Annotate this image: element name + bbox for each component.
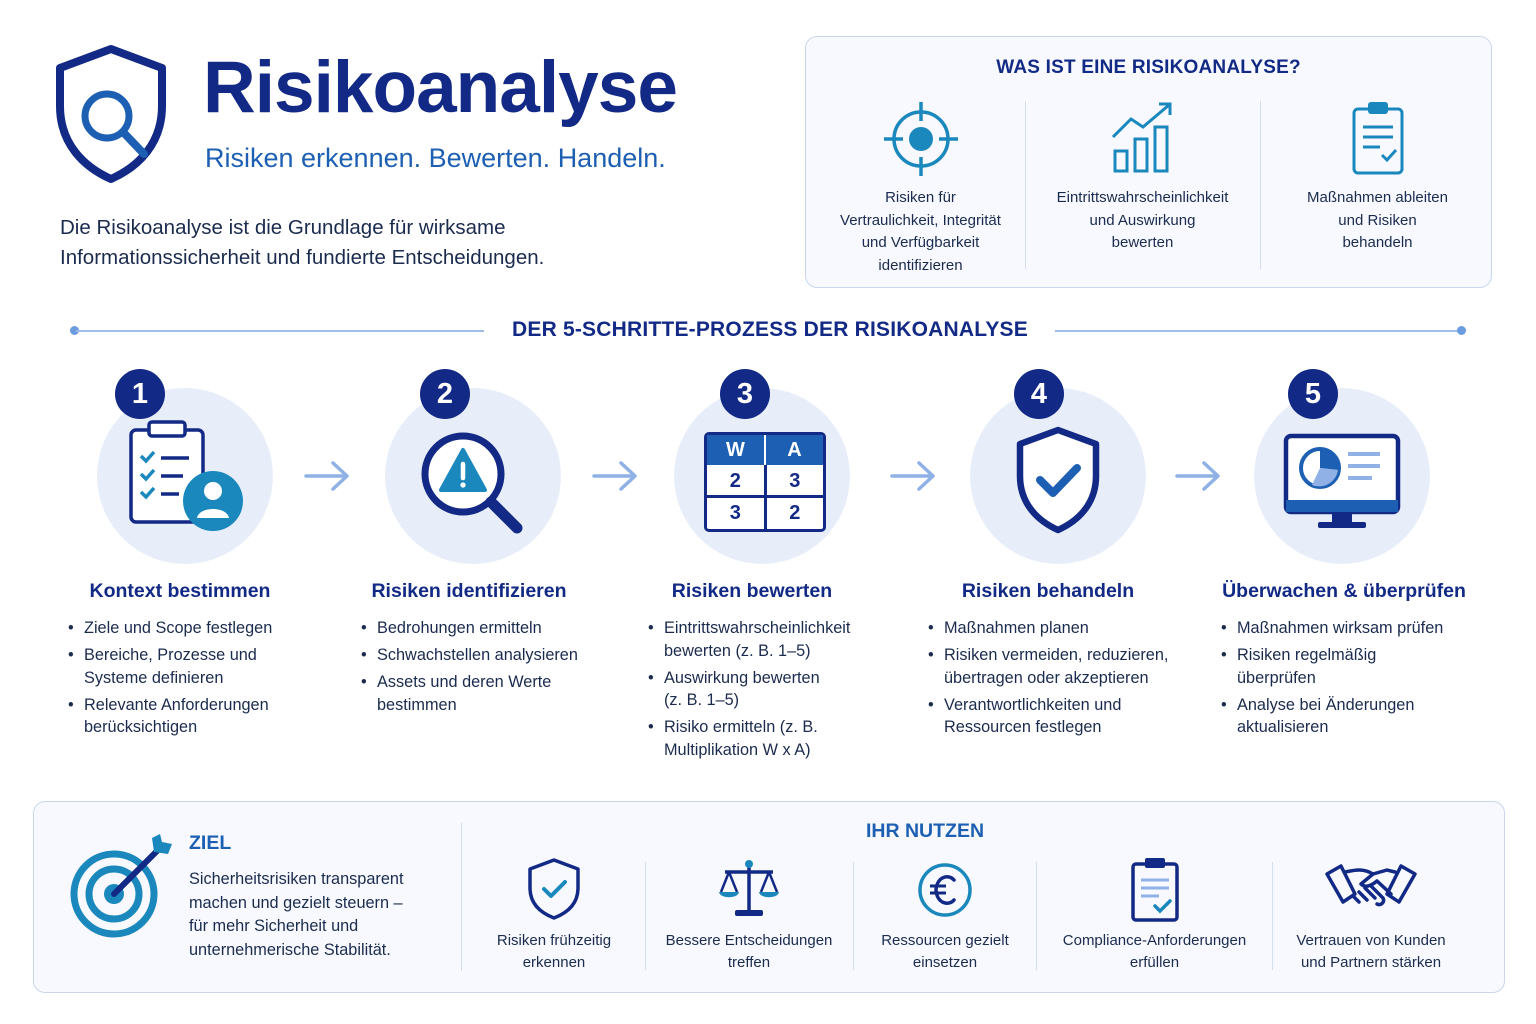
- what-is-panel: [805, 36, 1492, 288]
- list-item: • Auswirkung bewerten (z. B. 1–5): [648, 667, 888, 712]
- step-bullets: [68, 617, 308, 743]
- benefit-item: [646, 852, 852, 982]
- what-is-item: [806, 97, 1035, 274]
- benefit-item: [1273, 852, 1469, 982]
- what-is-item: [1028, 97, 1257, 269]
- list-item: • Maßnahmen wirksam prüfen: [1221, 617, 1481, 640]
- step-number: 1: [115, 369, 165, 419]
- clipboard-check-icon: [1125, 856, 1185, 922]
- step-title: Risiken behandeln: [961, 580, 1135, 602]
- matrix-cell: 2: [707, 465, 767, 495]
- decor-dot: [1457, 326, 1466, 335]
- step-title: Risiken bewerten: [671, 580, 833, 602]
- risk-matrix-icon: [704, 432, 826, 532]
- what-is-text: Risiken für Vertraulichkeit, Integrität und Verfügbarkeit identifizieren: [840, 189, 1001, 274]
- benefit-item: [1037, 852, 1272, 982]
- what-is-text: Maßnahmen ableiten und Risiken behandeln: [1307, 189, 1448, 251]
- benefit-item: [462, 852, 646, 982]
- intro-text: [60, 213, 700, 273]
- goal-text: Sicherheitsrisiken transparent machen und gezielt steuern – für mehr Sicherheit und unternehmerische Stabilität.: [189, 870, 404, 960]
- list-item: • Schwachstellen analysieren: [361, 644, 611, 667]
- benefit-text: Risiken frühzeitig erkennen: [496, 932, 612, 971]
- list-item: • Eintrittswahrscheinlichkeit bewerten (z. B. 1–5): [648, 617, 888, 662]
- bar-chart-rising-icon: [1103, 99, 1183, 179]
- list-item: • Assets und deren Werte bestimmen: [361, 671, 611, 716]
- matrix-cell: 3: [707, 498, 767, 529]
- divider: [1025, 101, 1026, 269]
- matrix-cell: 2: [789, 502, 801, 524]
- handshake-icon: [1325, 856, 1417, 920]
- page-subtitle: Risiken erkennen. Bewerten. Handeln.: [205, 143, 666, 173]
- list-item: • Risiken regelmäßig überprüfen: [1221, 644, 1481, 689]
- goal-title: ZIEL: [189, 832, 232, 854]
- intro-line: Informationssicherheit und fundierte Entscheidungen.: [60, 246, 545, 269]
- page-title: Risikoanalyse: [203, 47, 677, 128]
- benefit-text: Ressourcen gezielt einsetzen: [881, 932, 1009, 971]
- list-item: • Bedrohungen ermitteln: [361, 617, 611, 640]
- list-item: • Verantwortlichkeiten und Ressourcen festlegen: [928, 694, 1198, 739]
- shield-check-icon: [524, 856, 584, 920]
- list-item: • Maßnahmen planen: [928, 617, 1198, 640]
- divider: [1260, 101, 1261, 269]
- arrow-right-icon: [889, 458, 937, 494]
- target-crosshair-icon: [881, 99, 961, 179]
- shield-magnifier-icon: [52, 44, 170, 184]
- divider-line: [76, 330, 484, 332]
- list-item: • Bereiche, Prozesse und Systeme definieren: [68, 644, 308, 689]
- step-title: Überwachen & überprüfen: [1222, 580, 1466, 602]
- step-number: 4: [1014, 369, 1064, 419]
- matrix-header: A: [787, 439, 802, 461]
- what-is-text: Eintrittswahrscheinlichkeit und Auswirkung bewerten: [1056, 189, 1229, 251]
- step-title: Kontext bestimmen: [89, 580, 271, 602]
- target-arrow-icon: [68, 834, 178, 938]
- monitor-dashboard-icon: [1282, 418, 1402, 536]
- magnifier-warning-icon: [415, 418, 535, 536]
- benefit-text: Vertrauen von Kunden und Partnern stärken: [1296, 932, 1446, 971]
- what-is-title: WAS IST EINE RISIKOANALYSE?: [996, 57, 1301, 78]
- shield-check-icon: [998, 418, 1118, 536]
- list-item: • Risiko ermitteln (z. B. Multiplikation W x A): [648, 716, 888, 761]
- logo: [52, 44, 170, 189]
- step-title: Risiken identifizieren: [371, 580, 567, 602]
- benefit-text: Bessere Entscheidungen treffen: [665, 932, 833, 971]
- benefit-text: Compliance-Anforderungen erfüllen: [1062, 932, 1247, 971]
- step-number: 2: [420, 369, 470, 419]
- intro-line: Die Risikoanalyse ist die Grundlage für wirksame: [60, 216, 506, 239]
- arrow-right-icon: [303, 458, 351, 494]
- step-bullets: [1221, 617, 1481, 743]
- scales-icon: [717, 856, 781, 920]
- list-item: • Ziele und Scope festlegen: [68, 617, 308, 640]
- benefits-title: IHR NUTZEN: [865, 820, 985, 842]
- arrow-right-icon: [591, 458, 639, 494]
- what-is-item: [1263, 97, 1492, 269]
- list-item: • Relevante Anforderungen berücksichtigen: [68, 694, 308, 739]
- checklist-user-icon: [127, 418, 247, 536]
- matrix-cell: 3: [789, 470, 801, 492]
- step-bullets: [928, 617, 1198, 743]
- divider-line: [1055, 330, 1460, 332]
- process-title: DER 5-SCHRITTE-PROZESS DER RISIKOANALYSE: [512, 318, 1028, 341]
- step-number: 5: [1288, 369, 1338, 419]
- step-bullets: [361, 617, 611, 721]
- matrix-header: W: [707, 435, 766, 465]
- list-item: • Analyse bei Änderungen aktualisieren: [1221, 694, 1481, 739]
- euro-coin-icon: [913, 856, 977, 920]
- step-number: 3: [720, 369, 770, 419]
- arrow-right-icon: [1174, 458, 1222, 494]
- list-item: • Risiken vermeiden, reduzieren, übertragen oder akzeptieren: [928, 644, 1198, 689]
- clipboard-check-icon: [1338, 99, 1418, 179]
- step-bullets: [648, 617, 888, 766]
- benefit-item: [854, 852, 1036, 982]
